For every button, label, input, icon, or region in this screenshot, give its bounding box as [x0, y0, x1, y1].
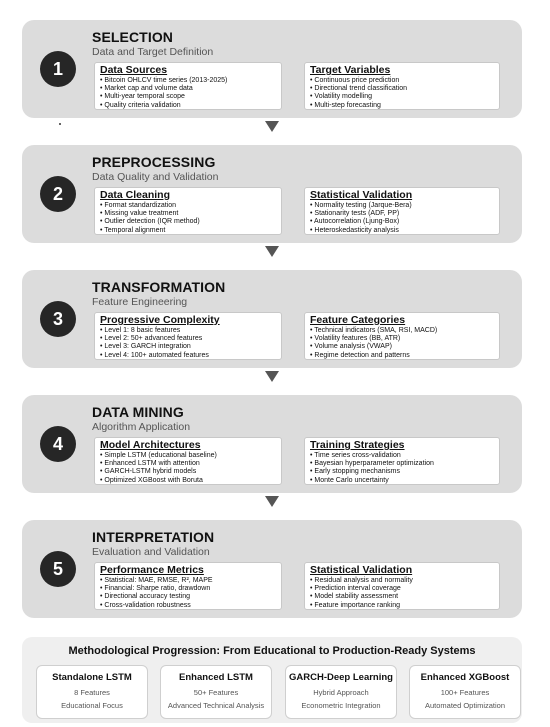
- list-item: • Continuous price prediction: [310, 77, 494, 85]
- stage-right-box: [304, 62, 500, 110]
- stage-subtitle: Data Quality and Validation: [92, 171, 219, 183]
- card-focus: Advanced Technical Analysis: [167, 701, 265, 710]
- list-item: • Volume analysis (VWAP): [310, 343, 494, 351]
- card-name: GARCH-Deep Learning: [289, 672, 393, 683]
- card-features: Hybrid Approach: [313, 688, 369, 697]
- box-heading: Statistical Validation: [310, 189, 413, 201]
- list-item: • Autocorrelation (Ljung-Box): [310, 218, 494, 226]
- down-arrow-icon: [265, 371, 279, 382]
- progression-card: [285, 665, 397, 719]
- list-item: • Temporal alignment: [100, 227, 276, 235]
- stage-4: [22, 395, 522, 493]
- stage-3: [22, 270, 522, 368]
- methodological-progression-panel: [22, 637, 522, 723]
- list-item: • Level 4: 100+ automated features: [100, 352, 276, 360]
- stage-2: [22, 145, 522, 243]
- box-heading: Feature Categories: [310, 314, 406, 326]
- stage-left-box: [94, 312, 282, 360]
- list-item: • Normality testing (Jarque-Bera): [310, 202, 494, 210]
- list-item: • Model stability assessment: [310, 593, 494, 601]
- stage-subtitle: Data and Target Definition: [92, 46, 214, 58]
- list-item: • Heteroskedasticity analysis: [310, 227, 494, 235]
- list-item: • Bitcoin OHLCV time series (2013-2025): [100, 77, 276, 85]
- list-item: • Level 1: 8 basic features: [100, 327, 276, 335]
- box-heading: Training Strategies: [310, 439, 405, 451]
- list-item: • Multi-year temporal scope: [100, 93, 276, 101]
- list-item: • Financial: Sharpe ratio, drawdown: [100, 585, 276, 593]
- card-name: Enhanced XGBoost: [420, 672, 510, 683]
- stage-title: TRANSFORMATION: [92, 279, 226, 295]
- list-item: • Monte Carlo uncertainty: [310, 477, 494, 485]
- card-name: Standalone LSTM: [52, 672, 132, 683]
- stage-subtitle: Algorithm Application: [92, 421, 191, 433]
- list-item: • Regime detection and patterns: [310, 352, 494, 360]
- stage-left-box: [94, 437, 282, 485]
- box-heading: Statistical Validation: [310, 564, 413, 576]
- stage-title: PREPROCESSING: [92, 154, 216, 170]
- stage-number-badge: 3: [40, 301, 76, 337]
- box-list: [100, 577, 276, 610]
- down-arrow-icon: [265, 246, 279, 257]
- stage-left-box: [94, 562, 282, 610]
- stage-right-box: [304, 187, 500, 235]
- list-item: • Stationarity tests (ADF, PP): [310, 210, 494, 218]
- stage-right-box: [304, 562, 500, 610]
- progression-card: [160, 665, 272, 719]
- list-item: • Format standardization: [100, 202, 276, 210]
- box-list: [310, 452, 494, 485]
- box-heading: Data Sources: [100, 64, 168, 76]
- stage-right-box: [304, 437, 500, 485]
- list-item: • Cross-validation robustness: [100, 602, 276, 610]
- box-heading: Progressive Complexity: [100, 314, 220, 326]
- list-item: • Directional accuracy testing: [100, 593, 276, 601]
- list-item: • Quality criteria validation: [100, 102, 276, 110]
- list-item: • Residual analysis and normality: [310, 577, 494, 585]
- list-item: • Multi-step forecasting: [310, 102, 494, 110]
- box-heading: Data Cleaning: [100, 189, 171, 201]
- progression-title: Methodological Progression: From Educational to Production-Ready Systems: [68, 645, 476, 657]
- stage-1: [22, 20, 522, 118]
- box-list: [100, 202, 276, 235]
- stage-subtitle: Evaluation and Validation: [92, 546, 210, 558]
- list-item: • Optimized XGBoost with Boruta: [100, 477, 276, 485]
- card-features: 100+ Features: [440, 688, 490, 697]
- down-arrow-icon: [265, 496, 279, 507]
- box-heading: Performance Metrics: [100, 564, 204, 576]
- progression-card: [409, 665, 521, 719]
- list-item: • Simple LSTM (educational baseline): [100, 452, 276, 460]
- down-arrow-icon: [265, 121, 279, 132]
- card-focus: Educational Focus: [61, 701, 123, 710]
- card-name: Enhanced LSTM: [179, 672, 253, 683]
- box-list: [100, 77, 276, 110]
- stage-title: DATA MINING: [92, 404, 184, 420]
- stage-subtitle: Feature Engineering: [92, 296, 188, 308]
- list-item: • Volatility features (BB, ATR): [310, 335, 494, 343]
- stage-number-badge: 4: [40, 426, 76, 462]
- stage-right-box: [304, 312, 500, 360]
- box-list: [310, 577, 494, 610]
- card-features: 50+ Features: [193, 688, 239, 697]
- stage-title: SELECTION: [92, 29, 174, 45]
- card-features: 8 Features: [74, 688, 110, 697]
- list-item: • GARCH-LSTM hybrid models: [100, 468, 276, 476]
- box-list: [100, 452, 276, 485]
- card-focus: Econometric Integration: [301, 701, 381, 710]
- list-item: • Prediction interval coverage: [310, 585, 494, 593]
- list-item: • Time series cross-validation: [310, 452, 494, 460]
- list-item: • Market cap and volume data: [100, 85, 276, 93]
- stage-left-box: [94, 187, 282, 235]
- list-item: • Volatility modelling: [310, 93, 494, 101]
- stage-5: [22, 520, 522, 618]
- stage-number-badge: 5: [40, 551, 76, 587]
- box-list: [310, 327, 494, 360]
- list-item: • Early stopping mechanisms: [310, 468, 494, 476]
- box-heading: Target Variables: [310, 64, 391, 76]
- box-list: [310, 202, 494, 235]
- progression-card: [36, 665, 148, 719]
- list-item: • Outlier detection (IQR method): [100, 218, 276, 226]
- list-item: • Feature importance ranking: [310, 602, 494, 610]
- stage-number-badge: 2: [40, 176, 76, 212]
- stage-title: INTERPRETATION: [92, 529, 215, 545]
- list-item: • Bayesian hyperparameter optimization: [310, 460, 494, 468]
- list-item: • Missing value treatment: [100, 210, 276, 218]
- stray-dot: [59, 123, 61, 125]
- box-heading: Model Architectures: [100, 439, 201, 451]
- list-item: • Level 2: 50+ advanced features: [100, 335, 276, 343]
- card-focus: Automated Optimization: [424, 701, 506, 710]
- list-item: • Directional trend classification: [310, 85, 494, 93]
- list-item: • Enhanced LSTM with attention: [100, 460, 276, 468]
- list-item: • Technical indicators (SMA, RSI, MACD): [310, 327, 494, 335]
- box-list: [310, 77, 494, 110]
- box-list: [100, 327, 276, 360]
- list-item: • Level 3: GARCH integration: [100, 343, 276, 351]
- list-item: • Statistical: MAE, RMSE, R², MAPE: [100, 577, 276, 585]
- stage-left-box: [94, 62, 282, 110]
- stage-number-badge: 1: [40, 51, 76, 87]
